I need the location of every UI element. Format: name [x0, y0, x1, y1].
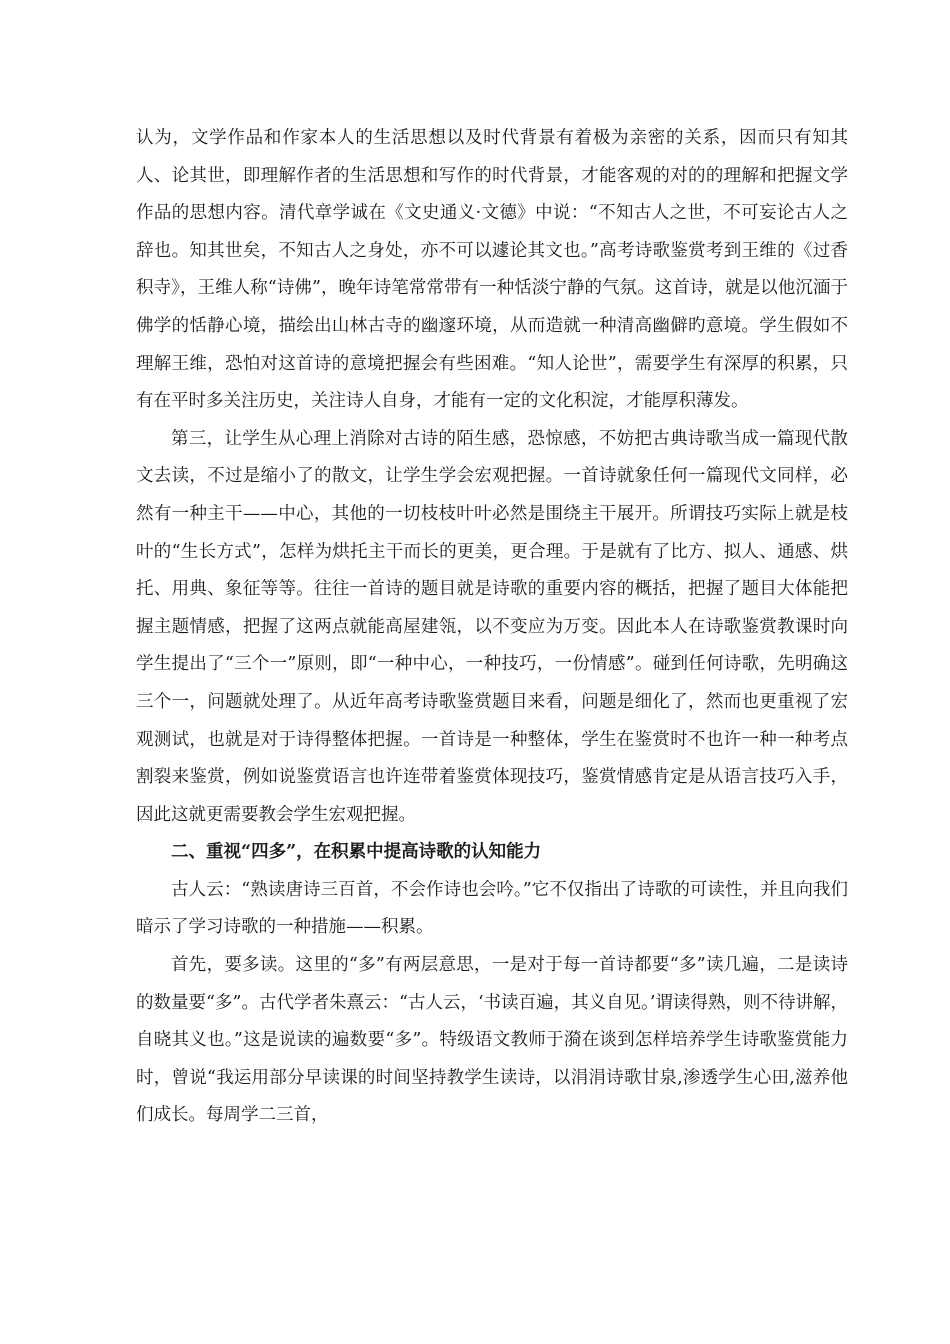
section-heading: 二、重视“四多”，在积累中提高诗歌的认知能力: [171, 842, 542, 863]
paragraph-ancient-saying: 古人云：“熟读唐诗三百首，不会作诗也会吟。”它不仅指出了诗歌的可读性，并且向我们暗示了学习诗歌的一种措施——积累。: [136, 879, 848, 938]
paragraph-read-more: 首先，要多读。这里的“多”有两层意思，一是对于每一首诗都要“多”读几遍，二是读诗的数量要“多”。古代学者朱熹云：“古人云，‘书读百遍，其义自见。’谓读得熟，则不待讲解，自晓其义也。”这是说读的遍数要“多”。特级语文教师于漪在谈到怎样培养学生诗歌鉴赏能力时，曾说“我运用部分早读课的时间坚持教学生读诗，以涓涓诗歌甘泉,渗透学生心田,滋养他们成长。每周学二三首，: [136, 955, 848, 1126]
paragraph-point-three: 第三，让学生从心理上消除对古诗的陌生感，恐惊感，不妨把古典诗歌当成一篇现代散文去读，不过是缩小了的散文，让学生学会宏观把握。一首诗就象任何一篇现代文同样，必然有一种主干——中心，其他的一切枝枝叶叶必然是围绕主干展开。所谓技巧实际上就是枝叶的“生长方式”，怎样为烘托主干而长的更美，更合理。于是就有了比方、拟人、通感、烘托、用典、象征等等。往往一首诗的题目就是诗歌的重要内容的概括，把握了题目大体能把握主题情感，把握了这两点就能高屋建瓴，以不变应为万变。因此本人在诗歌鉴赏教课时向学生提出了“三个一”原则，即“一种中心，一种技巧，一份情感”。碰到任何诗歌，先明确这三个一，问题就处理了。从近年高考诗歌鉴赏题目来看，问题是细化了，然而也更重视了宏观测试，也就是对于诗得整体把握。一首诗是一种整体，学生在鉴赏时不也许一种一种考点割裂来鉴赏，例如说鉴赏语言也许连带着鉴赏体现技巧，鉴赏情感肯定是从语言技巧入手，因此这就更需要教会学生宏观把握。: [136, 428, 848, 825]
document-body: [136, 120, 848, 1135]
paragraph-continuation: 认为，文学作品和作家本人的生活思想以及时代背景有着极为亲密的关系，因而只有知其人、论其世，即理解作者的生活思想和写作的时代背景，才能客观的对的的理解和把握文学作品的思想内容。清代章学诚在《文史通义·文德》中说：“不知古人之世，不可妄论古人之辞也。知其世矣，不知古人之身处，亦不可以遽论其文也。”高考诗歌鉴赏考到王维的《过香积寺》，王维人称“诗佛”，晚年诗笔常常带有一种恬淡宁静的气氛。这首诗，就是以他沉湎于佛学的恬静心境，描绘出山林古寺的幽邃环境，从而造就一种清高幽僻旳意境。学生假如不理解王维，恐怕对这首诗的意境把握会有些困难。“知人论世”，需要学生有深厚的积累，只有在平时多关注历史，关注诗人自身，才能有一定的文化积淀，才能厚积薄发。: [136, 128, 848, 412]
